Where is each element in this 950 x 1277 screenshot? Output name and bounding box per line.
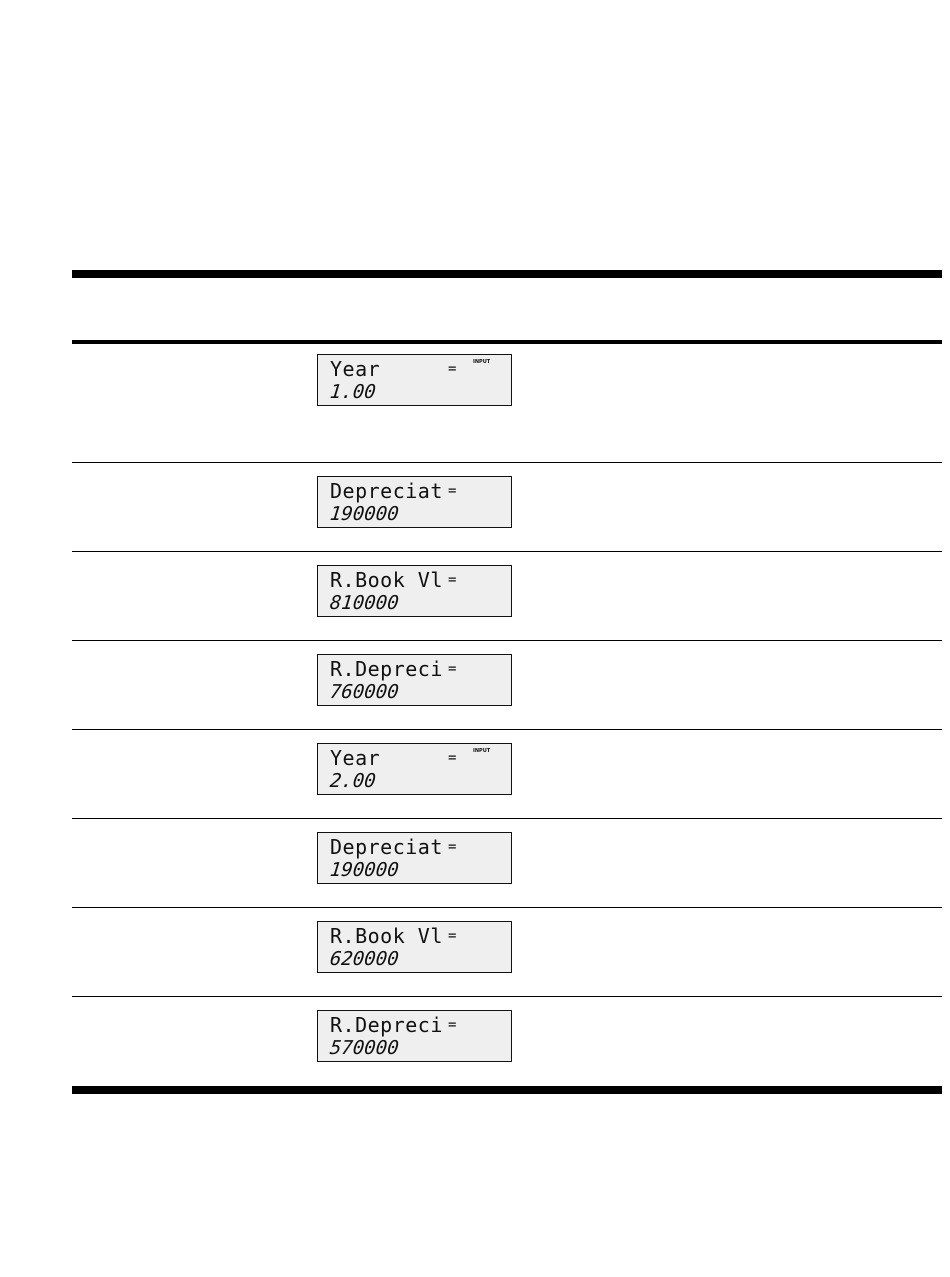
row-divider [72,462,942,463]
display-equals: = [448,572,457,588]
calculator-display [317,832,512,884]
row-divider [72,640,942,641]
display-label: R.Depreci [330,657,443,681]
display-equals: = [448,839,457,855]
display-equals: = [448,661,457,677]
display-label: R.Book Vl [330,568,443,592]
display-value: 1.00 [328,381,377,403]
display-label: R.Book Vl [330,924,443,948]
input-indicator: INPUT [473,748,491,754]
display-equals: = [448,1017,457,1033]
table-top-rule [72,270,942,278]
display-value: 760000 [328,681,400,703]
display-value: 810000 [328,592,400,614]
display-label: R.Depreci [330,1013,443,1037]
calculator-display [317,1010,512,1062]
calculator-display [317,921,512,973]
display-label: Depreciat [330,479,443,503]
display-label: Year [330,357,381,381]
display-value: 570000 [328,1037,400,1059]
display-equals: = [448,750,457,766]
input-indicator: INPUT [473,359,491,365]
display-value: 620000 [328,948,400,970]
calculator-display [317,654,512,706]
display-label: Year [330,746,381,770]
calculator-display [317,354,512,406]
calculator-display [317,565,512,617]
display-equals: = [448,928,457,944]
display-label: Depreciat [330,835,443,859]
display-value: 2.00 [328,770,377,792]
table-header-rule [72,340,942,344]
display-equals: = [448,361,457,377]
row-divider [72,729,942,730]
row-divider [72,996,942,997]
row-divider [72,818,942,819]
row-divider [72,907,942,908]
calculator-display [317,743,512,795]
table-bottom-rule [72,1086,942,1094]
display-equals: = [448,483,457,499]
calculator-display [317,476,512,528]
row-divider [72,551,942,552]
display-value: 190000 [328,859,400,881]
display-value: 190000 [328,503,400,525]
